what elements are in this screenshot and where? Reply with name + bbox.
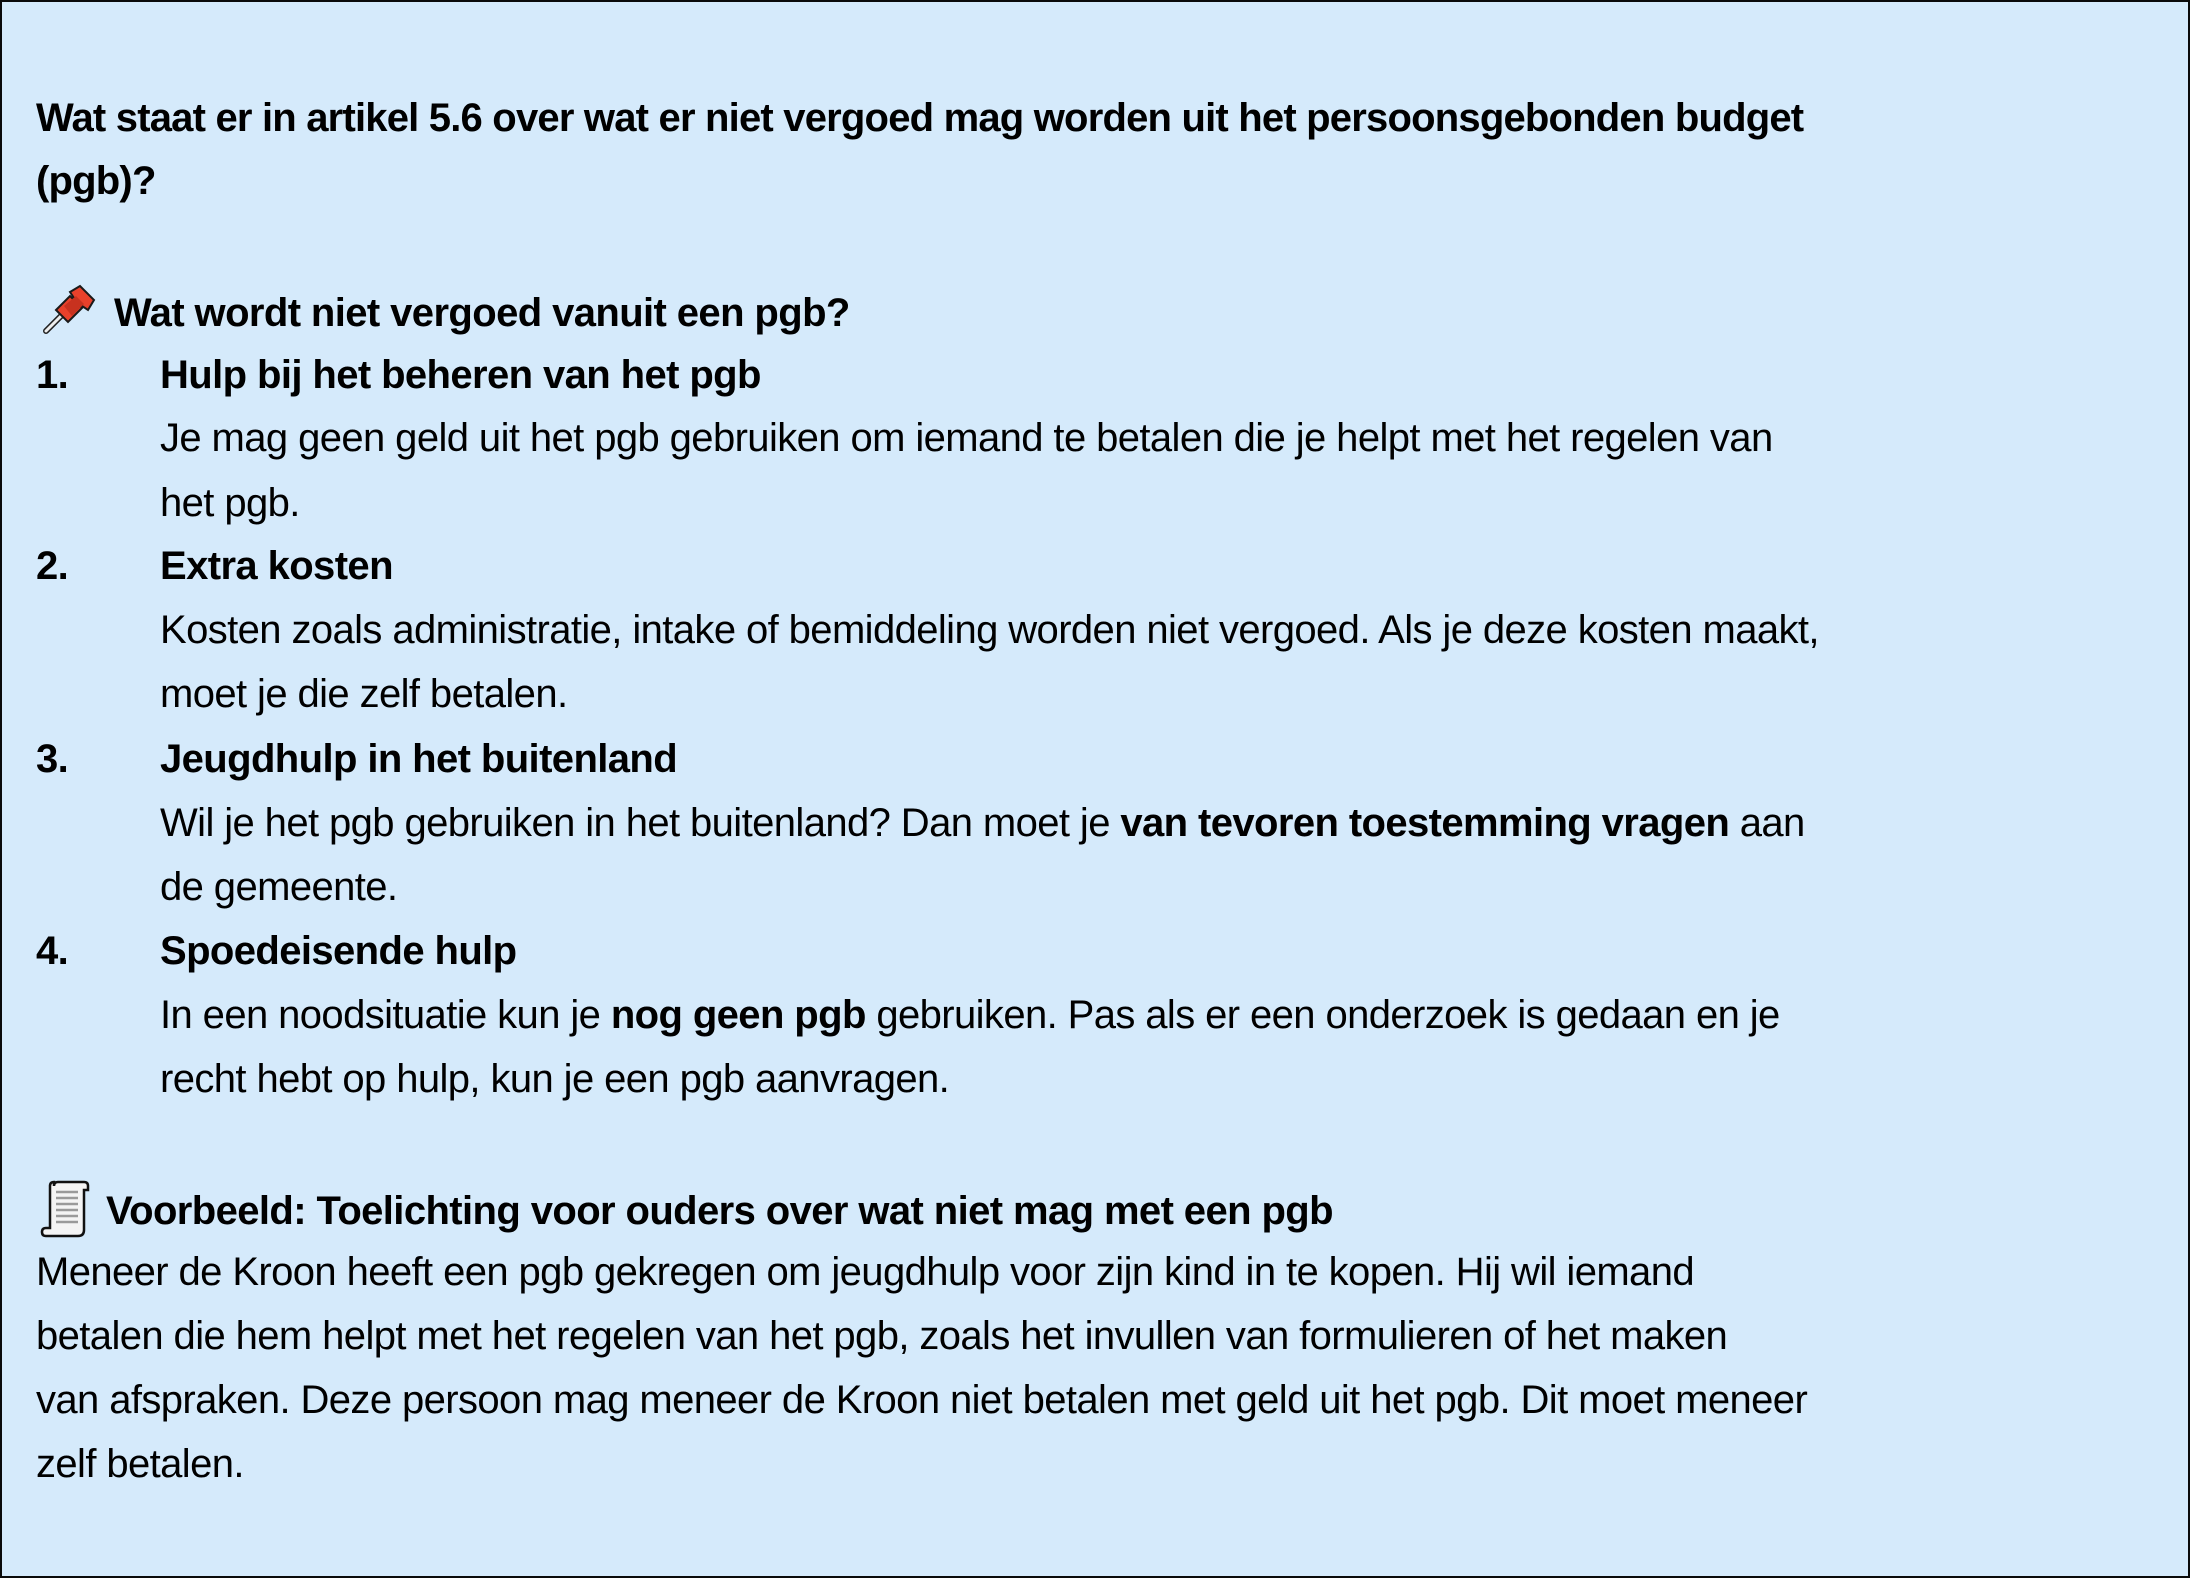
page-title-line-1: Wat staat er in artikel 5.6 over wat er niet vergoed mag worden uit het persoonsgebonden budget	[36, 96, 1804, 140]
item-heading: Spoedeisende hulp	[160, 929, 517, 973]
text-run: gebruiken. Pas als er een onderzoek is gedaan en je	[865, 993, 1780, 1037]
item-number: 4.	[36, 929, 69, 973]
item-text-line: de gemeente.	[160, 865, 398, 909]
section-heading: Wat wordt niet vergoed vanuit een pgb?	[114, 291, 850, 335]
item-text-line: Kosten zoals administratie, intake of bemiddeling worden niet vergoed. Als je deze kosten maakt,	[160, 608, 1819, 652]
example-text-line: zelf betalen.	[36, 1442, 244, 1486]
item-text-line: recht hebt op hulp, kun je een pgb aanvragen.	[160, 1057, 950, 1101]
emphasis-text: van tevoren toestemming vragen	[1120, 801, 1730, 845]
item-text-line: moet je die zelf betalen.	[160, 672, 568, 716]
scroll-icon	[40, 1180, 94, 1238]
item-text-line	[160, 983, 1780, 1047]
pushpin-icon	[40, 284, 98, 336]
item-text-line: het pgb.	[160, 481, 300, 525]
example-text-line: betalen die hem helpt met het regelen van het pgb, zoals het invullen van formulieren of het maken	[36, 1314, 1728, 1358]
text-run: In een noodsituatie kun je	[160, 993, 611, 1037]
item-text-line: Je mag geen geld uit het pgb gebruiken om iemand te betalen die je helpt met het regelen van	[160, 416, 1773, 460]
item-number: 3.	[36, 737, 69, 781]
item-text-line	[160, 791, 1805, 855]
page-title-line-2: (pgb)?	[36, 159, 156, 203]
text-run: Wil je het pgb gebruiken in het buitenland? Dan moet je	[160, 801, 1121, 845]
emphasis-text: nog geen pgb	[610, 993, 866, 1037]
example-text-line: van afspraken. Deze persoon mag meneer de Kroon niet betalen met geld uit het pgb. Dit moet meneer	[36, 1378, 1808, 1422]
item-heading: Jeugdhulp in het buitenland	[160, 737, 678, 781]
item-number: 2.	[36, 544, 69, 588]
item-number: 1.	[36, 353, 69, 397]
item-heading: Extra kosten	[160, 544, 393, 588]
item-heading: Hulp bij het beheren van het pgb	[160, 353, 761, 397]
example-heading: Voorbeeld: Toelichting voor ouders over wat niet mag met een pgb	[106, 1189, 1333, 1233]
example-text-line: Meneer de Kroon heeft een pgb gekregen om jeugdhulp voor zijn kind in te kopen. Hij wil iemand	[36, 1250, 1694, 1294]
text-run: aan	[1729, 801, 1805, 845]
